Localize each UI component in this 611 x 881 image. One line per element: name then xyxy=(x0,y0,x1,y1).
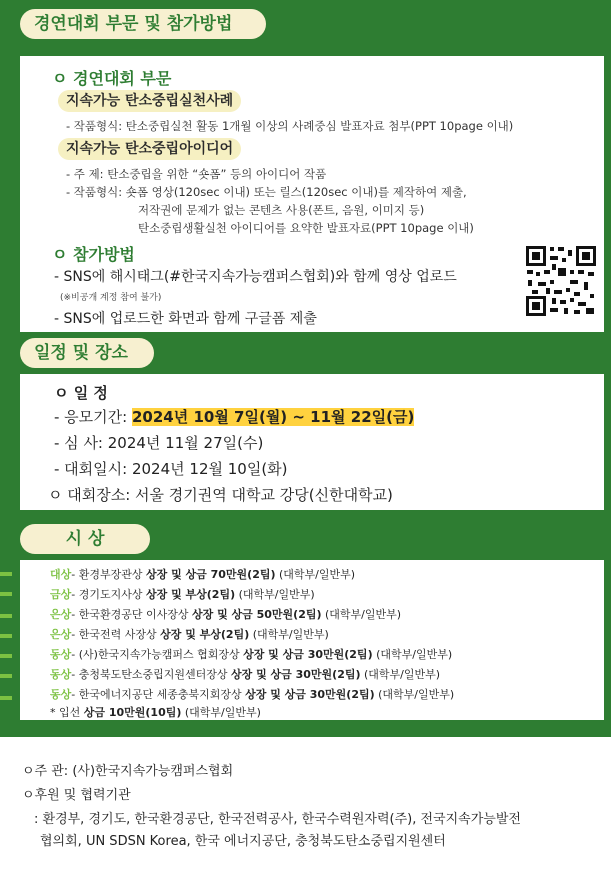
award-prize: 상장 및 상금 50만원(2팀) xyxy=(191,608,322,621)
honorable-mention xyxy=(50,704,261,720)
section2-panel xyxy=(20,374,604,510)
method-heading: ㅇ 참가방법 xyxy=(52,245,135,264)
host-line: ㅇ주 관: (사)한국지속가능캠퍼스협회 xyxy=(22,764,234,779)
award-prize: 상장 및 상금 30만원(2팀) xyxy=(245,688,375,701)
method-step1: - SNS에 해시태그(#한국지속가능캠퍼스협회)와 함께 영상 업로드 xyxy=(54,269,457,285)
submission-label: - 응모기간: xyxy=(54,408,128,426)
award-division: (대학부/일반부) xyxy=(275,568,356,581)
award-prize: 상장 및 상금 70만원(2팀) xyxy=(145,568,276,581)
award-row xyxy=(50,646,452,662)
honorable-mention-note: (대학부/일반부) xyxy=(181,706,261,719)
category1-form: - 작품형식: 탄소중립실천 활동 1개월 이상의 사례중심 발표자료 첨부(PPT 10page 이내) xyxy=(66,119,514,133)
venue: ㅇ 대회장소: 서울 경기권역 대학교 강당(신한대학교) xyxy=(48,486,393,504)
schedule-heading: ㅇ 일 정 xyxy=(54,384,108,402)
section1-panel xyxy=(20,56,604,332)
award-division: (대학부/일반부) xyxy=(374,688,455,701)
award-row xyxy=(50,586,315,602)
award-row xyxy=(50,606,401,622)
award-giver: - 한국에너지공단 세종충북지회장상 xyxy=(71,688,246,701)
award-prize: 상장 및 부상(2팀) xyxy=(145,588,236,601)
award-division: (대학부/일반부) xyxy=(360,668,441,681)
award-division: (대학부/일반부) xyxy=(235,588,315,601)
award-giver: - 경기도지사상 xyxy=(71,588,146,601)
review-date: - 심 사: 2024년 11월 27일(수) xyxy=(54,434,264,452)
award-row xyxy=(50,566,355,582)
award-prize: 상장 및 상금 30만원(2팀) xyxy=(231,668,361,681)
award-giver: - 충청북도탄소중립지원센터장상 xyxy=(71,668,231,681)
submission-period: 2024년 10월 7일(월) ~ 11월 22일(금) xyxy=(131,408,415,426)
section3-panel xyxy=(20,560,604,720)
award-grade: 은상 xyxy=(50,608,72,621)
award-grade: 동상 xyxy=(50,668,72,681)
category2-form-line1: - 작품형식: 숏폼 영상(120sec 이내) 또는 릴스(120sec 이내)를 제작하여 제출, xyxy=(66,185,467,199)
award-row xyxy=(50,666,440,682)
honorable-mention-prize: 상금 10만원(10팀) xyxy=(83,706,182,719)
award-row xyxy=(50,626,329,642)
award-grade: 동상 xyxy=(50,648,72,661)
award-giver: - 한국전력 사장상 xyxy=(71,628,161,641)
method-note: (※비공개 계정 참여 불가) xyxy=(60,293,162,303)
category1-label: 지속가능 탄소중립실천사례 xyxy=(58,90,241,112)
category2-form-line3: 탄소중립생활실천 아이디어를 요약한 발표자료(PPT 10page 이내) xyxy=(138,221,474,235)
award-row xyxy=(50,686,454,702)
method-step2: - SNS에 업로드한 화면과 함께 구글폼 제출 xyxy=(54,311,317,327)
award-grade: 은상 xyxy=(50,628,72,641)
award-giver: - (사)한국지속가능캠퍼스 협회장상 xyxy=(71,648,244,661)
qr-code-icon[interactable] xyxy=(524,244,598,318)
sponsor-heading: ㅇ후원 및 협력기관 xyxy=(22,788,131,803)
award-division: (대학부/일반부) xyxy=(249,628,329,641)
contest-date: - 대회일시: 2024년 12월 10일(화) xyxy=(54,460,288,478)
award-division: (대학부/일반부) xyxy=(372,648,453,661)
category2-theme: - 주 제: 탄소중립을 위한 “숏폼” 등의 아이디어 작품 xyxy=(66,167,327,181)
section3-title: 시 상 xyxy=(20,524,150,554)
sponsor-list-line2: 협의회, UN SDSN Korea, 한국 에너지공단, 충청북도탄소중립지원센터 xyxy=(40,834,446,849)
section1-title: 경연대회 부문 및 참가방법 xyxy=(20,9,266,39)
sponsor-list-line1: : 환경부, 경기도, 한국환경공단, 한국전력공사, 한국수력원자력(주), 전국지속가능발전 xyxy=(34,812,521,827)
category-heading: ㅇ 경연대회 부문 xyxy=(52,69,172,88)
award-prize: 상장 및 상금 30만원(2팀) xyxy=(243,648,373,661)
category2-form-line2: 저작권에 문제가 없는 콘텐츠 사용(폰트, 음원, 이미지 등) xyxy=(138,203,425,217)
award-giver: - 환경부장관상 xyxy=(71,568,146,581)
award-prize: 상장 및 부상(2팀) xyxy=(160,628,250,641)
award-division: (대학부/일반부) xyxy=(321,608,402,621)
award-giver: - 한국환경공단 이사장상 xyxy=(71,608,192,621)
category2-label: 지속가능 탄소중립아이디어 xyxy=(58,138,241,160)
section2-title: 일정 및 장소 xyxy=(20,338,154,368)
award-grade: 금상 xyxy=(50,588,72,601)
award-grade: 대상 xyxy=(50,568,72,581)
award-grade: 동상 xyxy=(50,688,72,701)
honorable-mention-prefix: * 입선 xyxy=(50,706,84,719)
